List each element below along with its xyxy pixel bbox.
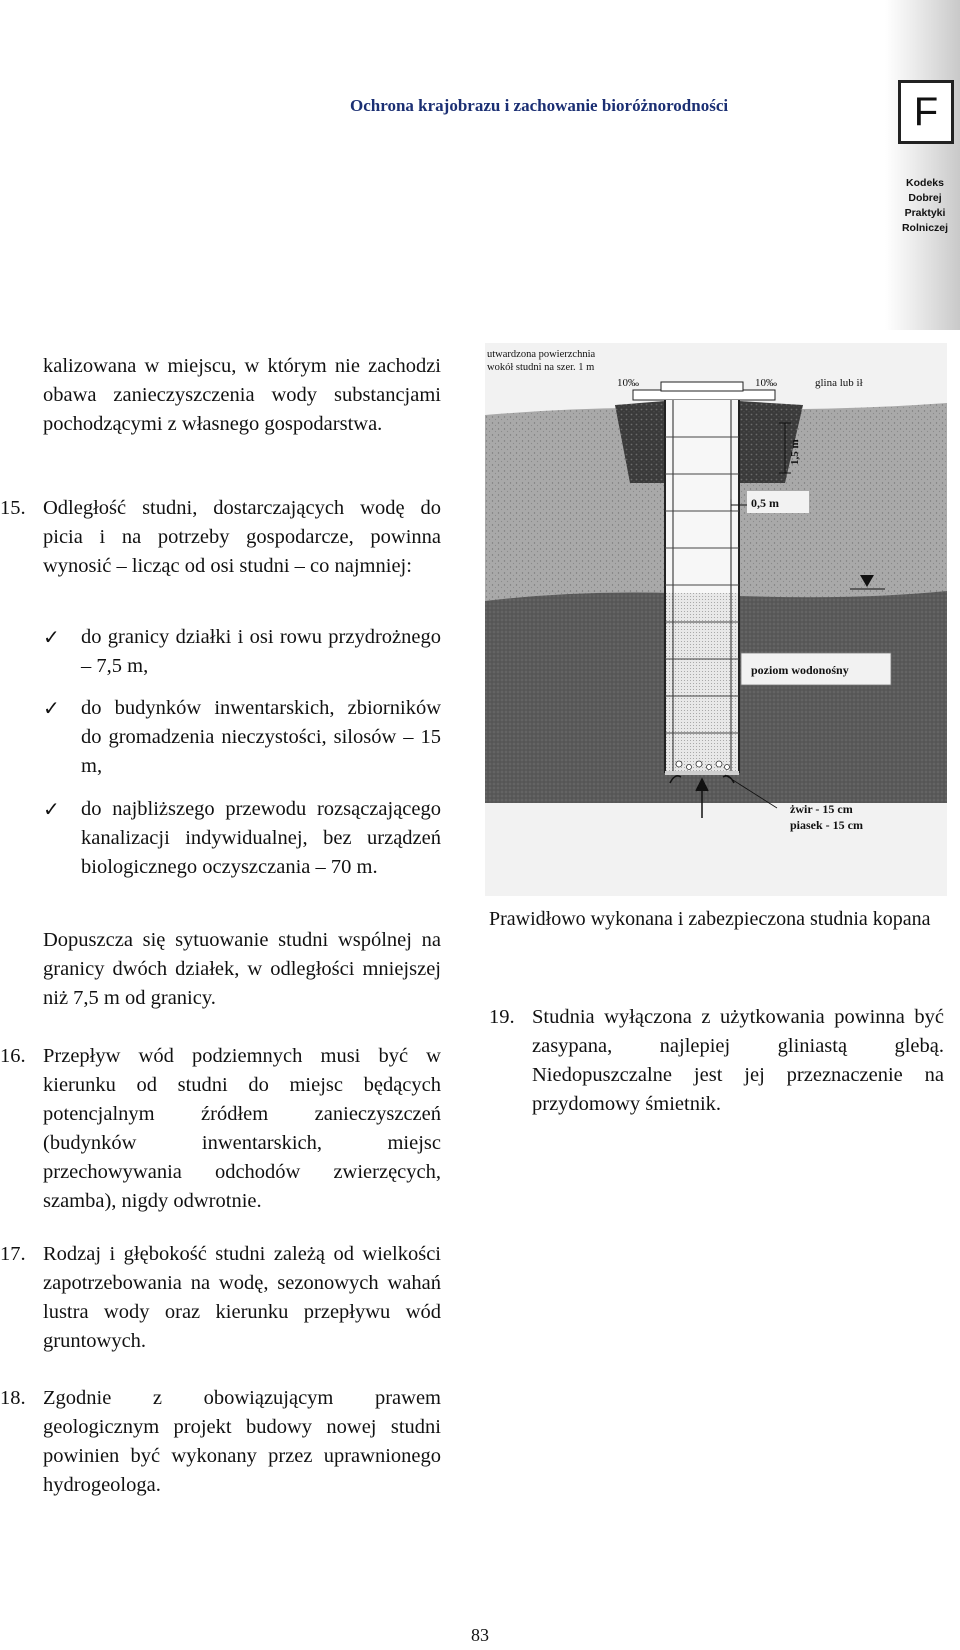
section-letter-box: F bbox=[898, 80, 954, 144]
item-text: Zgodnie z obowiązującym prawem geologicznym projekt budowy nowej studni powinien być wykonany przez uprawnionego hydrogeologa. bbox=[43, 1387, 441, 1496]
sand-bottom bbox=[665, 771, 739, 775]
check-list-item bbox=[43, 795, 441, 882]
clay-label: glina lub ił bbox=[815, 377, 863, 389]
item-number: 16. bbox=[0, 1045, 26, 1067]
code-label-line: Praktyki bbox=[904, 207, 946, 219]
sand-label: piasek - 15 cm bbox=[790, 818, 863, 832]
figure-caption: Prawidłowo wykonana i zabezpieczona studnia kopana bbox=[489, 908, 931, 930]
item-number: 15. bbox=[0, 497, 26, 519]
well-diagram bbox=[485, 343, 947, 896]
item-number: 19. bbox=[489, 1006, 515, 1028]
well-cover bbox=[661, 382, 743, 391]
intro-paragraph: kalizowana w miejscu, w którym nie zachodzi obawa zanieczyszczenia wody substancjami pochodzącymi z własnego gospodarstwa. bbox=[43, 355, 441, 435]
check-list-item bbox=[43, 694, 441, 781]
list-item-17 bbox=[0, 1240, 441, 1356]
bottom-zone bbox=[485, 803, 947, 896]
item-number: 17. bbox=[0, 1243, 26, 1265]
item-text: Przepływ wód podziemnych musi być w kierunku od studni do miejsc będących potencjalnym źródłem zanieczyszczeń (budynków inwentarskich, miejsc przechowywania odchodów zwierzęcych, szamba), nigdy odwrotnie. bbox=[43, 1045, 441, 1212]
check-item-text: do budynków inwentarskich, zbiorników do gromadzenia nieczystości, silosów – 15 m, bbox=[81, 697, 441, 777]
list-item-19 bbox=[489, 1003, 944, 1119]
check-icon: ✓ bbox=[43, 625, 60, 649]
check-icon: ✓ bbox=[43, 696, 60, 720]
page-number: 83 bbox=[471, 1625, 489, 1645]
check-item-text: do granicy działki i osi rowu przydrożnego – 7,5 m, bbox=[81, 626, 441, 677]
aquifer-label: poziom wodonośny bbox=[751, 663, 849, 677]
depth-label: 1,5 m bbox=[789, 439, 801, 465]
list-item-18 bbox=[0, 1384, 441, 1500]
check-item-text: do najbliższego przewodu rozsączającego kanalizacji indywidualnej, bez urządzeń biologicznego oczyszczania – 70 m. bbox=[81, 798, 441, 878]
surface-label-line1: utwardzona powierzchnia bbox=[487, 349, 596, 360]
item-number: 18. bbox=[0, 1387, 26, 1409]
list-item-16 bbox=[0, 1042, 441, 1216]
code-label-line: Kodeks bbox=[906, 177, 944, 189]
code-label-line: Dobrej bbox=[908, 192, 942, 204]
width-label: 0,5 m bbox=[751, 496, 779, 510]
slope-right-label: 10‰ bbox=[755, 377, 777, 389]
item-text: Odległość studni, dostarczających wodę do picia i na potrzeby gospodarcze, powinna wynosić – licząc od osi studni – co najmniej: bbox=[43, 497, 441, 577]
check-icon: ✓ bbox=[43, 797, 60, 821]
check-list-item bbox=[43, 623, 441, 681]
code-label-line: Rolniczej bbox=[901, 222, 949, 234]
running-header-title: Ochrona krajobrazu i zachowanie bioróżnorodności bbox=[350, 96, 729, 115]
water-column bbox=[665, 593, 739, 773]
item-text: Studnia wyłączona z użytkowania powinna być zasypana, najlepiej gliniastą glebą. Niedopuszczalne jest jej przeznaczenie na przydomowy śmietnik. bbox=[532, 1006, 944, 1115]
note-paragraph: Dopuszcza się sytuowanie studni wspólnej na granicy dwóch działek, w odległości mniejszej niż 7,5 m od granicy. bbox=[43, 929, 441, 1009]
side-tab-strip bbox=[885, 0, 960, 330]
slope-left-label: 10‰ bbox=[617, 377, 639, 389]
surface-label-line2: wokół studni na szer. 1 m bbox=[487, 362, 595, 373]
gravel-label: żwir - 15 cm bbox=[790, 802, 853, 816]
list-item-15 bbox=[0, 494, 441, 581]
item-text: Rodzaj i głębokość studni zależą od wielkości zapotrzebowania na wodę, sezonowych wahań lustra wody oraz kierunku przepływu wód gruntowych. bbox=[43, 1243, 441, 1352]
